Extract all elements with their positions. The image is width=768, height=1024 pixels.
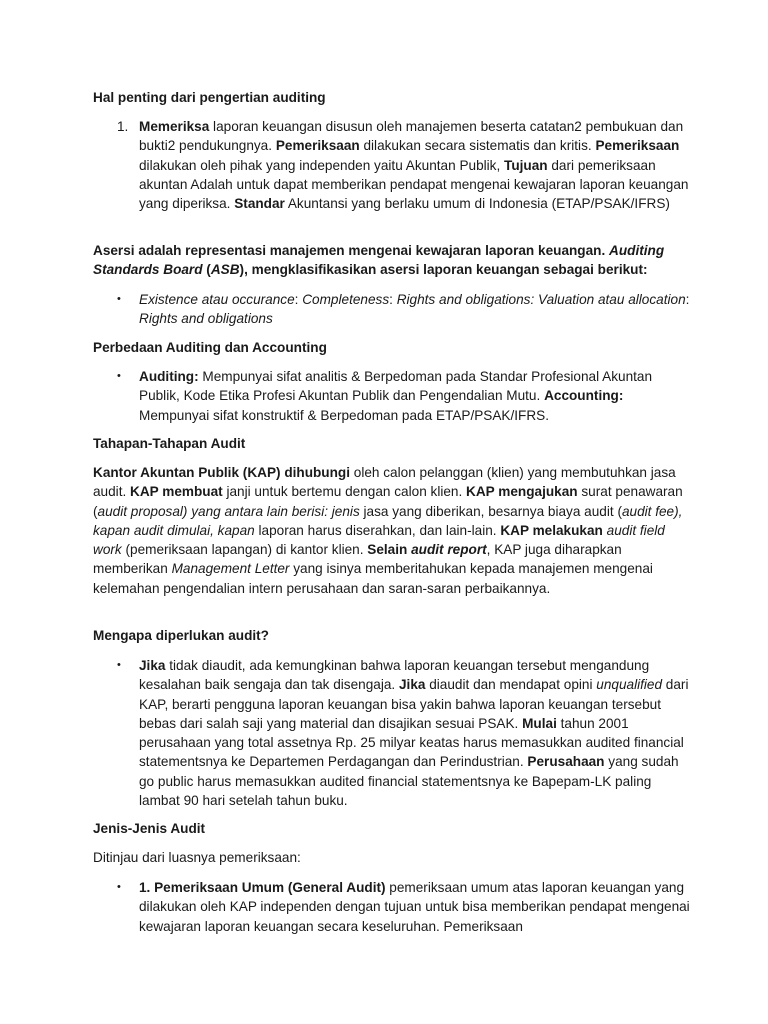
body-text: :: [294, 292, 303, 307]
bold-italic-text: audit report: [411, 542, 487, 558]
body-text: Akuntansi yang berlaku umum di Indonesia (ETAP/PSAK/IFRS): [284, 196, 670, 212]
body-text: yang sudah go public harus memasukkan audited financial statementsnya ke Bapepam-LK paling lambat 90 hari setelah tahun buku.: [139, 754, 679, 809]
bold-text: Perusahaan: [527, 754, 605, 770]
bold-text: Pemeriksaan: [275, 138, 360, 154]
body-text: laporan keuangan disusun oleh manajemen beserta catatan2 pembukuan dan bukti2 pendukungnya.: [139, 119, 684, 154]
bold-text: Accounting:: [544, 388, 624, 404]
italic-text: audit proposal) yang antara lain berisi: jenis: [97, 503, 360, 519]
asersi-paragraph: [93, 241, 693, 280]
perbedaan-list: [93, 367, 693, 425]
heading-tahapan: Tahapan-Tahapan Audit: [93, 436, 246, 451]
list-item: [93, 656, 693, 810]
list-item: [93, 367, 693, 425]
body-text: oleh calon pelanggan (klien) yang membutuhkan jasa audit.: [93, 465, 676, 500]
italic-text: Rights and obligations: [139, 311, 273, 327]
bold-italic-text: Auditing Standards Board: [93, 243, 665, 278]
bold-text: KAP mengajukan: [466, 484, 578, 500]
heading-perbedaan: Perbedaan Auditing dan Accounting: [93, 340, 327, 355]
bold-text: Tujuan: [504, 157, 548, 173]
bold-text: 1. Pemeriksaan Umum (General Audit): [139, 880, 386, 895]
body-text: tahun 2001 perusahaan yang total assetnya Rp. 25 milyar keatas harus memasukkan audited financial statementsnya ke Departemen Perdagangan dan Perindustrian.: [139, 715, 684, 770]
bold-text: Auditing:: [139, 369, 199, 384]
bold-text: Mulai: [522, 715, 557, 731]
tahapan-paragraph: [93, 463, 693, 598]
body-text: dari KAP, berarti pengguna laporan keuangan bisa yakin bahwa laporan keuangan tersebut bebas dari salah saji yang material dan disajikan sesuai PSAK.: [139, 677, 689, 731]
bold-italic-text: ASB: [210, 262, 240, 278]
bold-text: Memeriksa: [139, 119, 210, 134]
bullet-icon: •: [117, 370, 121, 382]
body-text: dilakukan secara sistematis dan kritis.: [359, 138, 596, 154]
bold-text: (: [202, 262, 211, 278]
jenis-list: [93, 878, 693, 936]
body-text: diaudit dan mendapat opini: [425, 677, 597, 693]
body-text: dilakukan oleh pihak yang independen yaitu Akuntan Publik,: [139, 157, 505, 173]
bold-text: Asersi adalah representasi manajemen mengenai kewajaran laporan keuangan.: [93, 243, 610, 258]
body-text: yang isinya memberitahukan kepada manajemen mengenai kelemahan pengendalian intern perusahaan dan saran-saran perbaikannya.: [93, 561, 653, 596]
bold-text: ), mengklasifikasikan asersi laporan keuangan sebagai berikut:: [239, 262, 648, 278]
body-text: , KAP juga diharapkan memberikan: [93, 542, 622, 577]
bold-text: KAP membuat: [130, 484, 223, 500]
bold-text: Jika: [139, 658, 166, 673]
body-text: :: [389, 292, 397, 307]
body-text: tidak diaudit, ada kemungkinan bahwa laporan keuangan tersebut mengandung kesalahan baik sengaja dan tak disengaja.: [139, 658, 650, 693]
body-text: (pemeriksaan lapangan) di kantor klien.: [121, 542, 368, 558]
heading-jenis-audit: Jenis-Jenis Audit: [93, 821, 206, 836]
ditinjau-paragraph: Ditinjau dari luasnya pemeriksaan:: [93, 850, 301, 865]
bullet-icon: •: [117, 293, 121, 305]
italic-text: Rights and obligations: Valuation atau allocation: [396, 292, 686, 307]
list-item: [93, 878, 693, 936]
bold-text: KAP melakukan: [500, 522, 603, 538]
italic-text: Management Letter: [171, 561, 290, 577]
pengertian-list: [93, 117, 703, 213]
bold-text: Pemeriksaan: [595, 138, 680, 154]
bold-text: Kantor Akuntan Publik (KAP) dihubungi: [93, 465, 350, 480]
italic-text: Completeness: [302, 292, 390, 307]
heading-mengapa: Mengapa diperlukan audit?: [93, 628, 269, 643]
list-marker: 1.: [117, 119, 129, 134]
italic-text: unqualified: [596, 677, 663, 693]
body-text: janji untuk bertemu dengan calon klien.: [222, 484, 467, 500]
body-text: Mempunyai sifat konstruktif & Berpedoman pada ETAP/PSAK/IFRS.: [139, 407, 550, 423]
asersi-list: [93, 290, 693, 329]
body-text: jasa yang diberikan, besarnya biaya audit (: [359, 503, 622, 519]
body-text: laporan harus diserahkan, dan lain-lain.: [254, 522, 501, 538]
bold-text: Standar: [234, 196, 285, 212]
bullet-icon: •: [117, 881, 121, 893]
body-text: pemeriksaan umum atas laporan keuangan yang dilakukan oleh KAP independen dengan tujuan untuk bisa memberikan pendapat mengenai kewajaran laporan keuangan secara keseluruhan. Pemeriksaan: [139, 880, 690, 934]
italic-text: audit field work: [93, 522, 665, 558]
italic-text: Existence atau occurance: [139, 292, 295, 307]
heading-pengertian-auditing: Hal penting dari pengertian auditing: [93, 90, 326, 105]
bullet-icon: •: [117, 659, 121, 671]
bold-text: Selain: [367, 542, 412, 558]
list-item: [93, 290, 693, 329]
body-text: Mempunyai sifat analitis & Berpedoman pada Standar Profesional Akuntan Publik, Kode Etika Profesi Akuntan Publik dan Pengendalian Mutu.: [139, 369, 653, 404]
mengapa-list: [93, 656, 693, 810]
list-item: [93, 117, 703, 213]
italic-text: audit fee), kapan audit dimulai, kapan: [93, 503, 683, 538]
bold-text: Jika: [398, 677, 426, 693]
body-text: :: [685, 292, 690, 307]
body-text: surat penawaran (: [93, 484, 683, 519]
body-text: dari pemeriksaan akuntan Adalah untuk dapat memberikan pendapat mengenai kewajaran laporan keuangan yang diperiksa.: [139, 157, 689, 212]
